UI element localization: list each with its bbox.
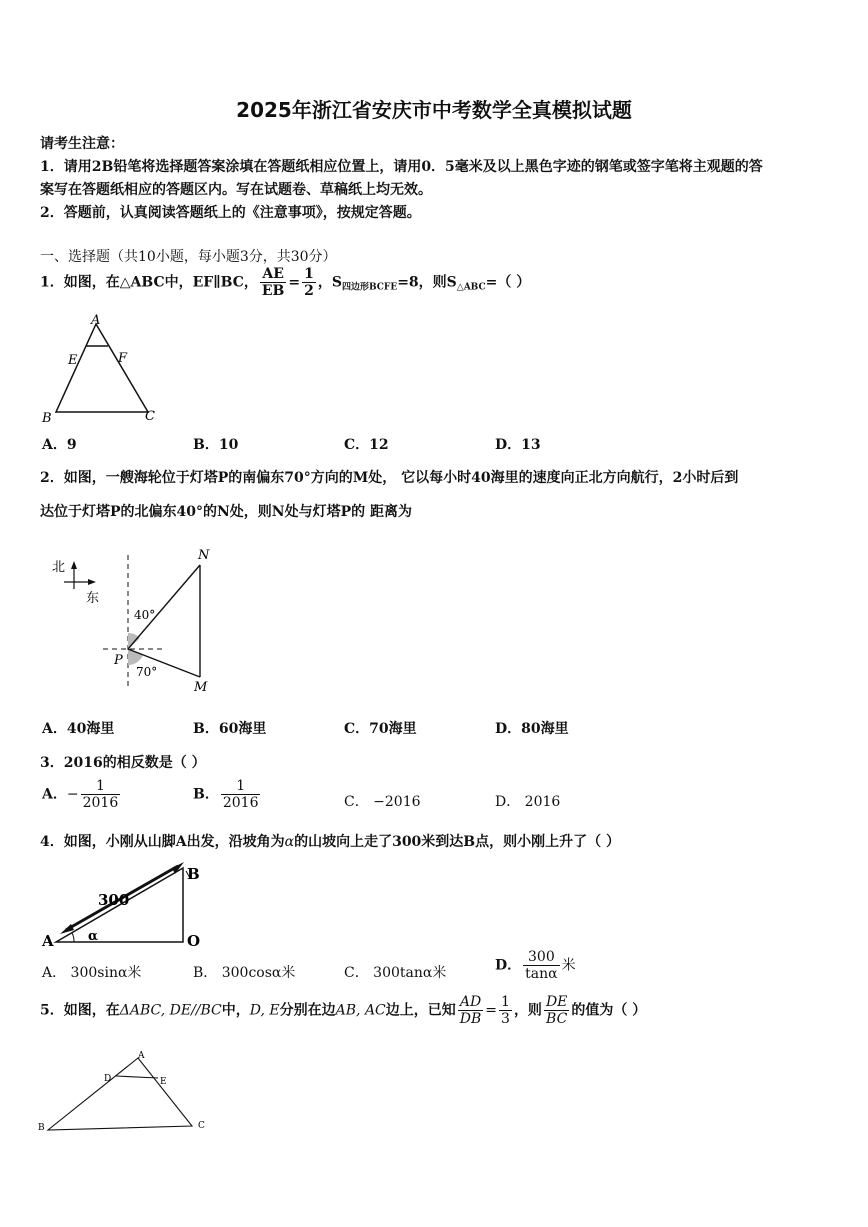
q3-option-b-fraction [221, 778, 261, 811]
q5-label-e: E [160, 1077, 167, 1087]
q3-option-a-den: 2016 [82, 795, 119, 812]
q5-label-c: C [198, 1121, 205, 1131]
q3-stem: 3．2016的相反数是（ ） [40, 755, 206, 771]
q1-triangle-figure [38, 310, 168, 425]
page-title: 2025年浙江省安庆市中考数学全真模拟试题 [236, 98, 632, 122]
q1-option-b[interactable]: B．10 [193, 437, 239, 453]
q3-option-b-den: 2016 [222, 795, 259, 812]
q1-label-e: E [68, 353, 78, 368]
q5-eq: = [485, 1002, 498, 1019]
q4-label-angle: α [88, 929, 99, 944]
q4-label-o: O [187, 932, 201, 950]
q1-frac-den: EB [261, 283, 285, 300]
q3-option-d[interactable]: D． 2016 [495, 794, 561, 810]
q3-option-b-label: B． [193, 786, 219, 803]
q3-option-a-sign: − [66, 786, 79, 803]
q5-points-text: D, E [249, 1002, 280, 1019]
q1-label-a: A [91, 313, 101, 328]
q5-stem-e: ，则 [513, 1002, 542, 1019]
q5-stem-a: 5．如图，在 [40, 1002, 120, 1019]
q2-label-p: P [114, 653, 123, 668]
q5-label-a: A [138, 1051, 145, 1061]
q2-label-n: N [198, 548, 210, 563]
q4-stem-a: 4．如图，小刚从山脚A出发，沿坡角为 [40, 834, 285, 850]
q4-slope-figure [38, 858, 218, 950]
q5-stem-f: 的值为（ ） [571, 1002, 647, 1019]
q1-eq: = [288, 274, 301, 291]
q1-option-a[interactable]: A．9 [42, 437, 77, 453]
q4-option-d-fraction [523, 949, 559, 982]
q1-option-c[interactable]: C．12 [344, 437, 389, 453]
q5-fraction-1 [458, 994, 484, 1027]
q2-option-b[interactable]: B．60海里 [193, 721, 267, 737]
q2-angle-70: 70° [136, 665, 158, 679]
q1-option-d[interactable]: D．13 [495, 437, 541, 453]
section-heading: 一、选择题（共10小题，每小题3分，共30分） [40, 249, 337, 265]
q5-f3-num: DE [545, 994, 568, 1010]
q4-label-a: A [42, 932, 54, 950]
q2-stem-line-1: 2．如图，一艘海轮位于灯塔P的南偏东70°方向的M处， 它以每小时40海里的速度向正北方向航行，2小时后到 [40, 470, 739, 486]
q2-option-c[interactable]: C．70海里 [344, 721, 417, 737]
q4-stem-b: 的山坡向上走了300米到达B点，则小刚上升了（ ） [294, 834, 621, 850]
q1-mid: ，S [317, 274, 342, 291]
q2-option-d[interactable]: D．80海里 [495, 721, 569, 737]
q4-option-d-unit: 米 [561, 957, 576, 974]
q4-label-length: 300 [98, 891, 130, 909]
q3-option-a-num: 1 [95, 778, 105, 794]
q5-sides-text: AB, AC [335, 1002, 386, 1019]
q4-option-d-label: D． [495, 957, 522, 974]
q4-option-d-num: 300 [528, 949, 555, 965]
q4-option-c[interactable]: C． 300tanα米 [344, 965, 447, 981]
notice-line-2: 2．答题前，认真阅读答题纸上的《注意事项》，按规定答题。 [40, 205, 421, 221]
q1-prefix: 1．如图，在△ABC中，EF∥BC， [40, 274, 258, 291]
notice-line-1b: 案写在答题纸相应的答题区内。写在试题卷、草稿纸上均无效。 [40, 182, 432, 198]
q2-east-label: 东 [86, 591, 100, 606]
q5-stem [40, 994, 646, 1027]
q4-option-a[interactable]: A． 300sinα米 [42, 965, 142, 981]
q1-fraction [260, 266, 287, 299]
q4-option-d[interactable] [495, 949, 576, 982]
q1-frac2-num: 1 [304, 266, 314, 282]
q5-stem-c: 分别在边 [279, 1002, 336, 1019]
q1-suffix: =（ ） [485, 274, 531, 291]
q3-option-a-label: A． [42, 786, 67, 803]
q1-label-b: B [42, 411, 52, 426]
q5-triangle-text: ΔABC, DE//BC [119, 1002, 222, 1019]
q1-sub-1: 四边形BCFE [342, 282, 398, 293]
q2-bearing-figure [48, 545, 228, 695]
q5-f1-den: DB [459, 1011, 482, 1028]
q1-fraction-2 [302, 266, 316, 299]
q4-option-b[interactable]: B． 300cosα米 [193, 965, 296, 981]
q3-option-b[interactable] [193, 778, 262, 811]
q5-stem-b: 中， [221, 1002, 250, 1019]
q1-label-c: C [145, 409, 155, 424]
q1-mid-2: =8，则S [397, 274, 457, 291]
q4-alpha: α [284, 834, 295, 850]
q2-stem-line-2: 达位于灯塔P的北偏东40°的N处，则N处与灯塔P的 距离为 [40, 504, 413, 520]
q5-label-d: D [104, 1074, 112, 1084]
q5-stem-d: 边上，已知 [385, 1002, 456, 1019]
q2-north-label: 北 [52, 560, 66, 575]
q1-frac2-den: 2 [304, 283, 314, 300]
q3-option-a-fraction [81, 778, 121, 811]
notice-heading: 请考生注意： [40, 136, 124, 152]
q4-stem [40, 831, 620, 851]
q4-option-d-den: tanα [525, 966, 558, 983]
q2-option-a[interactable]: A．40海里 [42, 721, 115, 737]
q5-fraction-3 [544, 994, 569, 1027]
q5-f3-den: BC [544, 1010, 569, 1027]
q2-angle-40: 40° [134, 608, 156, 622]
q1-label-f: F [118, 351, 128, 366]
notice-line-1: 1．请用2B铅笔将选择题答案涂填在答题纸相应位置上，请用0．5毫米及以上黑色字迹的钢笔或签字笔将主观题的答 [40, 159, 763, 175]
q4-label-b: B [187, 865, 200, 883]
q3-option-b-num: 1 [236, 778, 246, 794]
q5-fraction-2 [499, 994, 512, 1027]
q3-option-c[interactable]: C． −2016 [344, 794, 421, 810]
q3-option-a[interactable] [42, 778, 122, 811]
q5-f2-num: 1 [501, 994, 510, 1010]
q1-stem [40, 266, 530, 299]
q2-label-m: M [194, 680, 208, 695]
q5-f1-num: AD [459, 994, 482, 1010]
q5-triangle-figure [36, 1050, 216, 1135]
q1-sub-2: △ABC [456, 282, 486, 293]
q1-frac-num: AE [262, 266, 284, 282]
q5-f2-den: 3 [501, 1011, 510, 1028]
q5-label-b: B [38, 1123, 45, 1133]
